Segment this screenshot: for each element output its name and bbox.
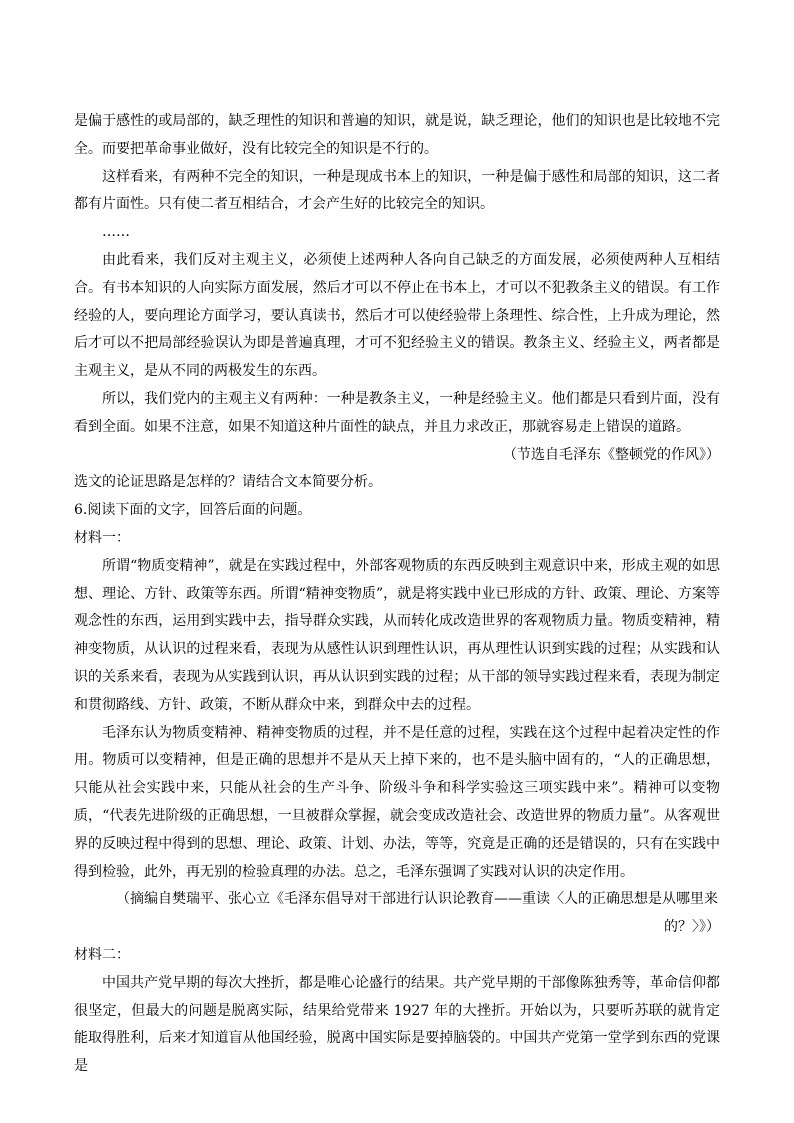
paragraph: 这样看来，有两种不完全的知识，一种是现成书本上的知识，一种是偏于感性和局部的知识，这二者都有片面性。只有使二者互相结合，才会产生好的比较完全的知识。 bbox=[74, 168, 720, 213]
paragraph: 毛泽东认为物质变精神、精神变物质的过程，并不是任意的过程，实践在这个过程中起着决定性的作用。物质可以变精神，但是正确的思想并不是从天上掉下来的，也不是头脑中固有的，“人的正确思想，只能从社会实践中来，只能从社会的生产斗争、阶级斗争和科学实验这三项实践中来”。精神可以变物质，“代表先进阶级的正确思想，一旦被群众掌握，就会变成改造社会、改造世界的物质力量”。从客观世界的反映过程中得到的思想、理论、政策、计划、办法，等等，究竟是正确的还是错误的，只有在实践中得到检验，此外，再无别的检验真理的办法。总之，毛泽东强调了实践对认识的决定作用。 bbox=[74, 724, 720, 880]
material-label: 材料一： bbox=[74, 529, 130, 546]
source-citation-continued: 的？〉》） bbox=[664, 919, 720, 936]
question-title: 6.阅读下面的文字，回答后面的问题。 bbox=[74, 502, 312, 519]
document-page bbox=[74, 108, 720, 1081]
paragraph: 是偏于感性的或局部的，缺乏理性的知识和普遍的知识，就是说，缺乏理论，他们的知识也是比较地不完全。而要把革命事业做好，没有比较完全的知识是不行的。 bbox=[74, 113, 720, 157]
source-citation: （摘编自樊瑞平、张心立《毛泽东倡导对干部进行认识论教育——重读〈人的正确思想是从哪里来 bbox=[116, 891, 718, 908]
paragraph: 所谓“物质变精神”，就是在实践过程中，外部客观物质的东西反映到主观意识中来，形成主观的如思想、理论、方针、政策等东西。所谓“精神变物质”，就是将实践中业已形成的方针、政策、理论、方案等观念性的东西，运用到实践中去，指导群众实践，从而转化成改造世界的客观物质力量。物质变精神，精神变物质，从认识的过程来看，表现为从感性认识到理性认识，再从理性认识到实践的过程；从实践和认识的关系来看，表现为从实践到认识，再从认识到实践的过程；从干部的领导实践过程来看，表现为制定和贯彻路线、方针、政策，不断从群众中来，到群众中去的过程。 bbox=[74, 557, 720, 713]
ellipsis: …… bbox=[102, 224, 130, 241]
paragraph: 由此看来，我们反对主观主义，必须使上述两种人各向自己缺乏的方面发展，必须使两种人互相结合。有书本知识的人向实际方面发展，然后才可以不停止在书本上，才可以不犯教条主义的错误。有工作经验的人，要向理论方面学习，要认真读书，然后才可以使经验带上条理性、综合性，上升成为理论，然后才可以不把局部经验误认为即是普遍真理，才可不犯经验主义的错误。教条主义、经验主义，两者都是主观主义，是从不同的两极发生的东西。 bbox=[74, 251, 720, 380]
question-text: 选文的论证思路是怎样的？请结合文本简要分析。 bbox=[74, 474, 382, 491]
paragraph: 所以，我们党内的主观主义有两种：一种是教条主义，一种是经验主义。他们都是只看到片面，没有看到全面。如果不注意，如果不知道这种片面性的缺点，并且力求改正，那就容易走上错误的道路。 bbox=[74, 390, 720, 435]
paragraph: 中国共产党早期的每次大挫折，都是唯心论盛行的结果。共产党早期的干部像陈独秀等，革命信仰都很坚定，但最大的问题是脱离实际，结果给党带来 1927 年的大挫折。开始以为，只要听苏联的就肯定能取得胜利，后来才知道盲从他国经验，脱离中国实际是要掉脑袋的。中国共产党第一堂学到东西的党课是 bbox=[74, 974, 720, 1075]
source-citation: （节选自毛泽东《整顿党的作风》） bbox=[503, 446, 720, 463]
material-label: 材料二： bbox=[74, 946, 130, 963]
